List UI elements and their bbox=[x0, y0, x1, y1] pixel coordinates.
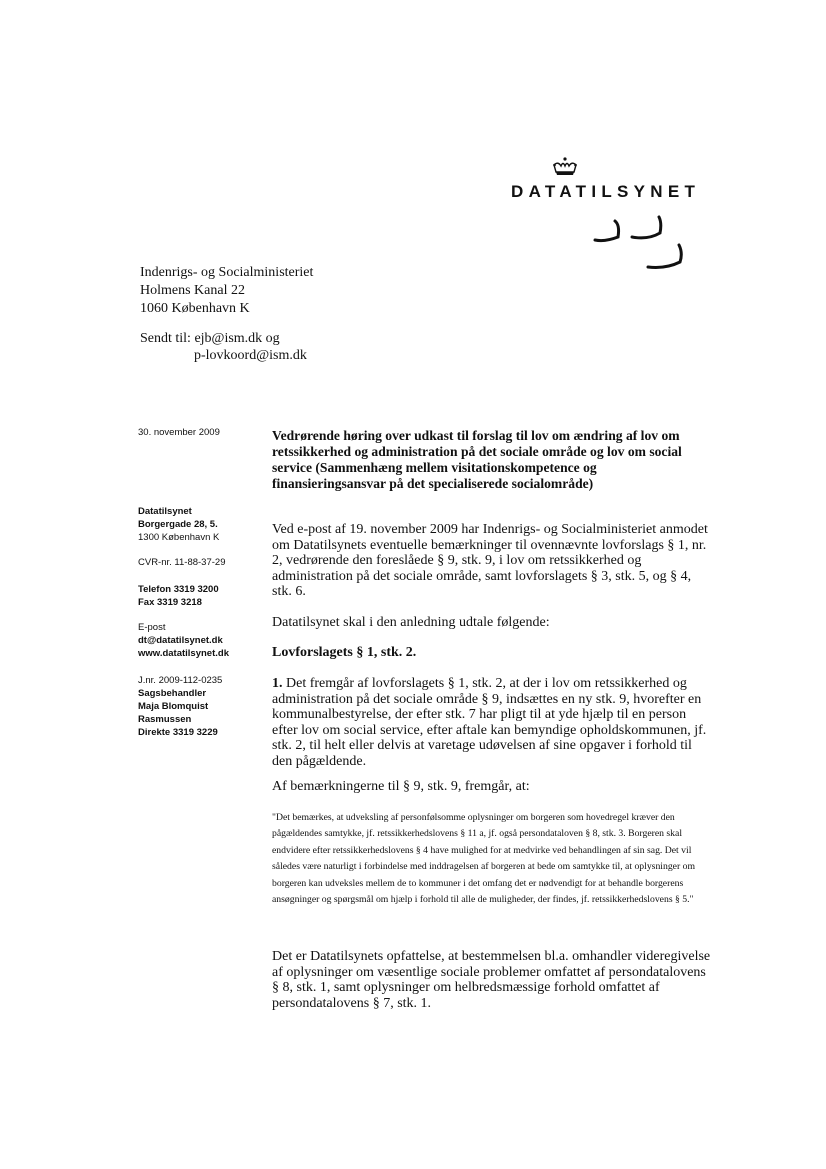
org-email: dt@datatilsynet.dk bbox=[138, 635, 223, 646]
org-website: www.datatilsynet.dk bbox=[138, 648, 229, 659]
quoted-remarks: "Det bemærkes, at udveksling af personfølsomme oplysninger om borgeren som hovedregel kræver den pågældendes samtykke, jf. retssikkerhedslovens § 11 a, jf. også persondataloven § 8, stk. 3. Borgeren skal endvidere efter retssikkerhedslovens § 4 have mulighed for at medvirke ved behandlingen af sin sag. Det vil således være naturligt i forbindelse med inddragelsen af borgeren at bede om samtykke til, at oplysninger om borgeren kan udveksles mellem de to kommuner i det omfang det er nødvendigt for at behandle borgerens ansøgninger og spørgsmål om hjælp i forhold til alle de muligheder, der findes, jf. retssikkerhedslovens § 5." bbox=[272, 812, 695, 906]
paragraph-1: Ved e-post af 19. november 2009 har Indenrigs- og Socialministeriet anmodet om Datatilsynets eventuelle bemærkninger til ovennævnte lovforslags § 1, nr. 2, vedrørende den foreslåede § 9, stk. 9, i lov om retssikkerhed og administration på det sociale område, samt lovforslagets § 3, stk. 5, og § 4, stk. 6. bbox=[272, 522, 708, 600]
letter-date: 30. november 2009 bbox=[138, 427, 220, 438]
org-phone: Telefon 3319 3200 bbox=[138, 584, 219, 595]
org-fax: Fax 3319 3218 bbox=[138, 597, 202, 608]
sent-to-label: Sendt til: ejb@ism.dk og bbox=[140, 331, 280, 346]
section-heading: Lovforslagets § 1, stk. 2. bbox=[272, 645, 417, 660]
paragraph-4: Af bemærkningerne til § 9, stk. 9, fremgår, at: bbox=[272, 779, 530, 794]
paragraph-2: Datatilsynet skal i den anledning udtale følgende: bbox=[272, 615, 550, 630]
crown-icon bbox=[552, 157, 578, 177]
recipient-name: Indenrigs- og Socialministeriet bbox=[140, 265, 314, 280]
recipient-street: Holmens Kanal 22 bbox=[140, 283, 245, 298]
org-city: 1300 København K bbox=[138, 532, 220, 543]
paragraph-5: Det er Datatilsynets opfattelse, at bestemmelsen bl.a. omhandler videregivelse af oplysninger om væsentlige sociale problemer omfattet af persondatalovens § 8, stk. 1, samt oplysninger om helbredsmæssige forhold omfattet af persondatalovens § 7, stk. 1. bbox=[272, 949, 711, 1011]
paragraph-3-number: 1. bbox=[272, 676, 283, 691]
handwritten-marks bbox=[590, 215, 690, 275]
email-label: E-post bbox=[138, 622, 166, 633]
paragraph-3-text: Det fremgår af lovforslagets § 1, stk. 2, at der i lov om retssikkerhed og administration på det sociale område § 9, indsættes en ny stk. 9, hvorefter en kommunalbestyrelse, der efter stk. 7 har pligt til at yde hjælp til en person efter lov om social service, efter aftale kan bemyndige opholdskommunen, jf. stk. 2, til helt eller delvis at varetage udøvelsen af sine opgaver i forhold til den pågældende. bbox=[272, 676, 707, 769]
org-name: Datatilsynet bbox=[138, 506, 192, 517]
case-handler-surname: Rasmussen bbox=[138, 714, 192, 725]
paragraph-3 bbox=[272, 676, 712, 770]
brand-name: DATATILSYNET bbox=[511, 182, 701, 201]
case-handler-label: Sagsbehandler bbox=[138, 688, 207, 699]
org-street: Borgergade 28, 5. bbox=[138, 519, 218, 530]
sent-to-email2: p-lovkoord@ism.dk bbox=[194, 348, 307, 363]
org-cvr: CVR-nr. 11-88-37-29 bbox=[138, 557, 226, 568]
letter-subject: Vedrørende høring over udkast til forslag til lov om ændring af lov om retssikkerhed og administration på det sociale område og lov om social service (Sammenhæng mellem visitationskompetence og finansieringsansvar på det specialiserede socialområde) bbox=[272, 428, 682, 491]
recipient-city: 1060 København K bbox=[140, 301, 250, 316]
journal-number: J.nr. 2009-112-0235 bbox=[138, 675, 223, 686]
direct-phone: Direkte 3319 3229 bbox=[138, 727, 218, 738]
case-handler-name: Maja Blomquist bbox=[138, 701, 209, 712]
